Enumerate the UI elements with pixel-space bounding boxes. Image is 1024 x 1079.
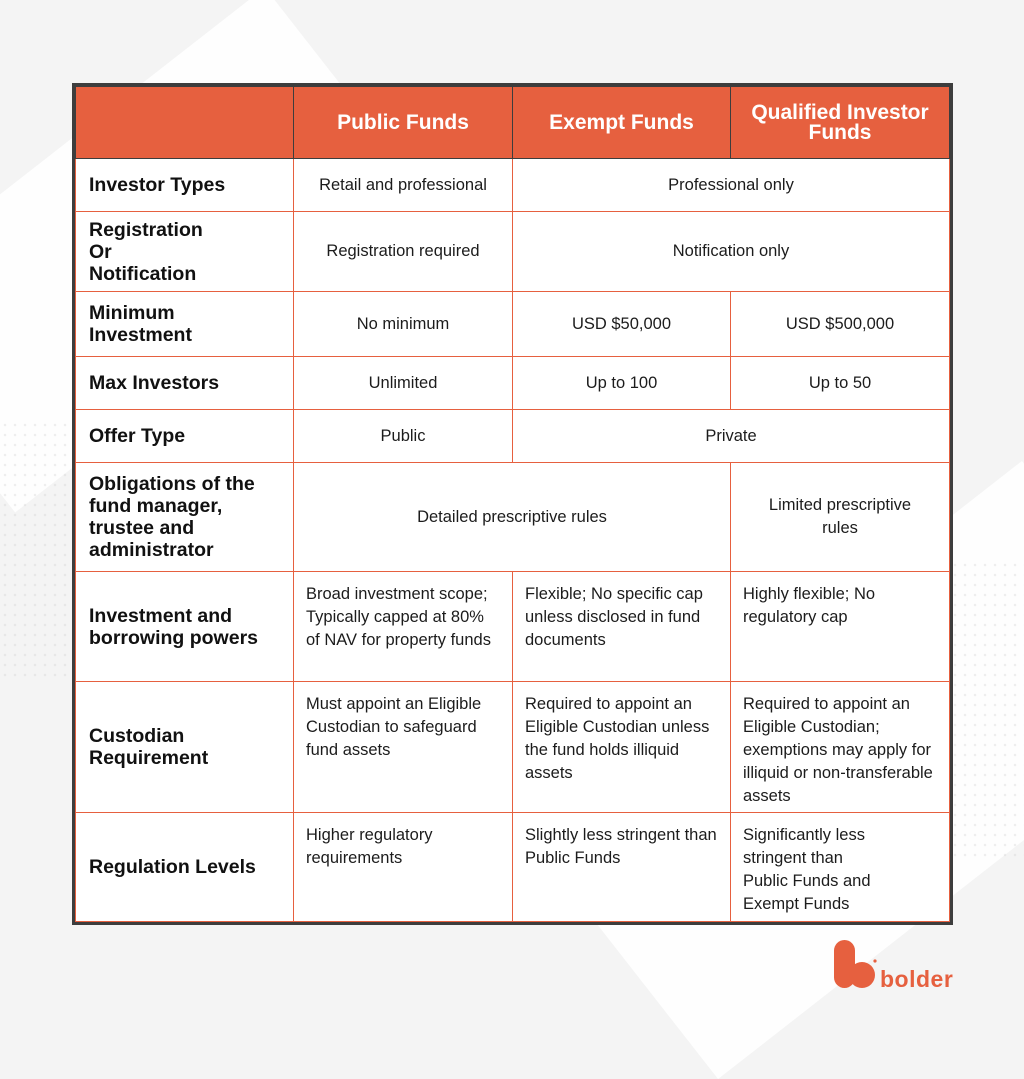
table-cell: Notification only (513, 212, 950, 292)
table-cell: Highly flexible; No regulatory cap (731, 572, 950, 682)
table-row (76, 212, 950, 292)
row-label: Minimum Investment (76, 292, 294, 357)
row-label: Offer Type (76, 410, 294, 463)
row-label: Max Investors (76, 357, 294, 410)
row-label: Regulation Levels (76, 813, 294, 922)
table-cell: Detailed prescriptive rules (294, 463, 731, 572)
bolder-logo (833, 937, 953, 992)
table-cell: Higher regulatory requirements (294, 813, 513, 922)
table-cell: Limited prescriptive rules (731, 463, 950, 572)
header-public-funds: Public Funds (294, 87, 513, 159)
table-row (76, 682, 950, 813)
row-label: Investor Types (76, 159, 294, 212)
table-cell: Unlimited (294, 357, 513, 410)
row-label: Registration Or Notification (76, 212, 294, 292)
table-row (76, 463, 950, 572)
table-cell: Required to appoint an Eligible Custodian; exemptions may apply for illiquid or non-transferable assets (731, 682, 950, 813)
table-cell: USD $500,000 (731, 292, 950, 357)
header-cell-empty (76, 87, 294, 159)
table-cell: USD $50,000 (513, 292, 731, 357)
table-header-row (76, 87, 950, 159)
table-row (76, 292, 950, 357)
bolder-logo-icon (833, 939, 877, 989)
table-row (76, 813, 950, 922)
table-cell: Retail and professional (294, 159, 513, 212)
table-cell: Must appoint an Eligible Custodian to safeguard fund assets (294, 682, 513, 813)
header-qualified-investor-funds: Qualified Investor Funds (731, 87, 950, 159)
table-row (76, 357, 950, 410)
table-cell: Public (294, 410, 513, 463)
table-cell: Flexible; No specific cap unless disclosed in fund documents (513, 572, 731, 682)
table-cell: Significantly less stringent than Public Funds and Exempt Funds (731, 813, 950, 922)
row-label: Obligations of the fund manager, trustee and administrator (76, 463, 294, 572)
table-row (76, 159, 950, 212)
header-exempt-funds: Exempt Funds (513, 87, 731, 159)
table-cell: Slightly less stringent than Public Funds (513, 813, 731, 922)
row-label: Investment and borrowing powers (76, 572, 294, 682)
row-label: Custodian Requirement (76, 682, 294, 813)
table-row (76, 572, 950, 682)
table-cell: Up to 50 (731, 357, 950, 410)
fund-comparison-table (75, 86, 950, 922)
background-dot-pattern (950, 560, 1024, 860)
brand-name: bolder (880, 966, 954, 992)
table-row (76, 410, 950, 463)
table-cell: No minimum (294, 292, 513, 357)
table-cell: Professional only (513, 159, 950, 212)
table-cell: Up to 100 (513, 357, 731, 410)
table-cell: Private (513, 410, 950, 463)
table-cell: Registration required (294, 212, 513, 292)
table-cell: Broad investment scope; Typically capped at 80% of NAV for property funds (294, 572, 513, 682)
table-cell: Required to appoint an Eligible Custodian unless the fund holds illiquid assets (513, 682, 731, 813)
